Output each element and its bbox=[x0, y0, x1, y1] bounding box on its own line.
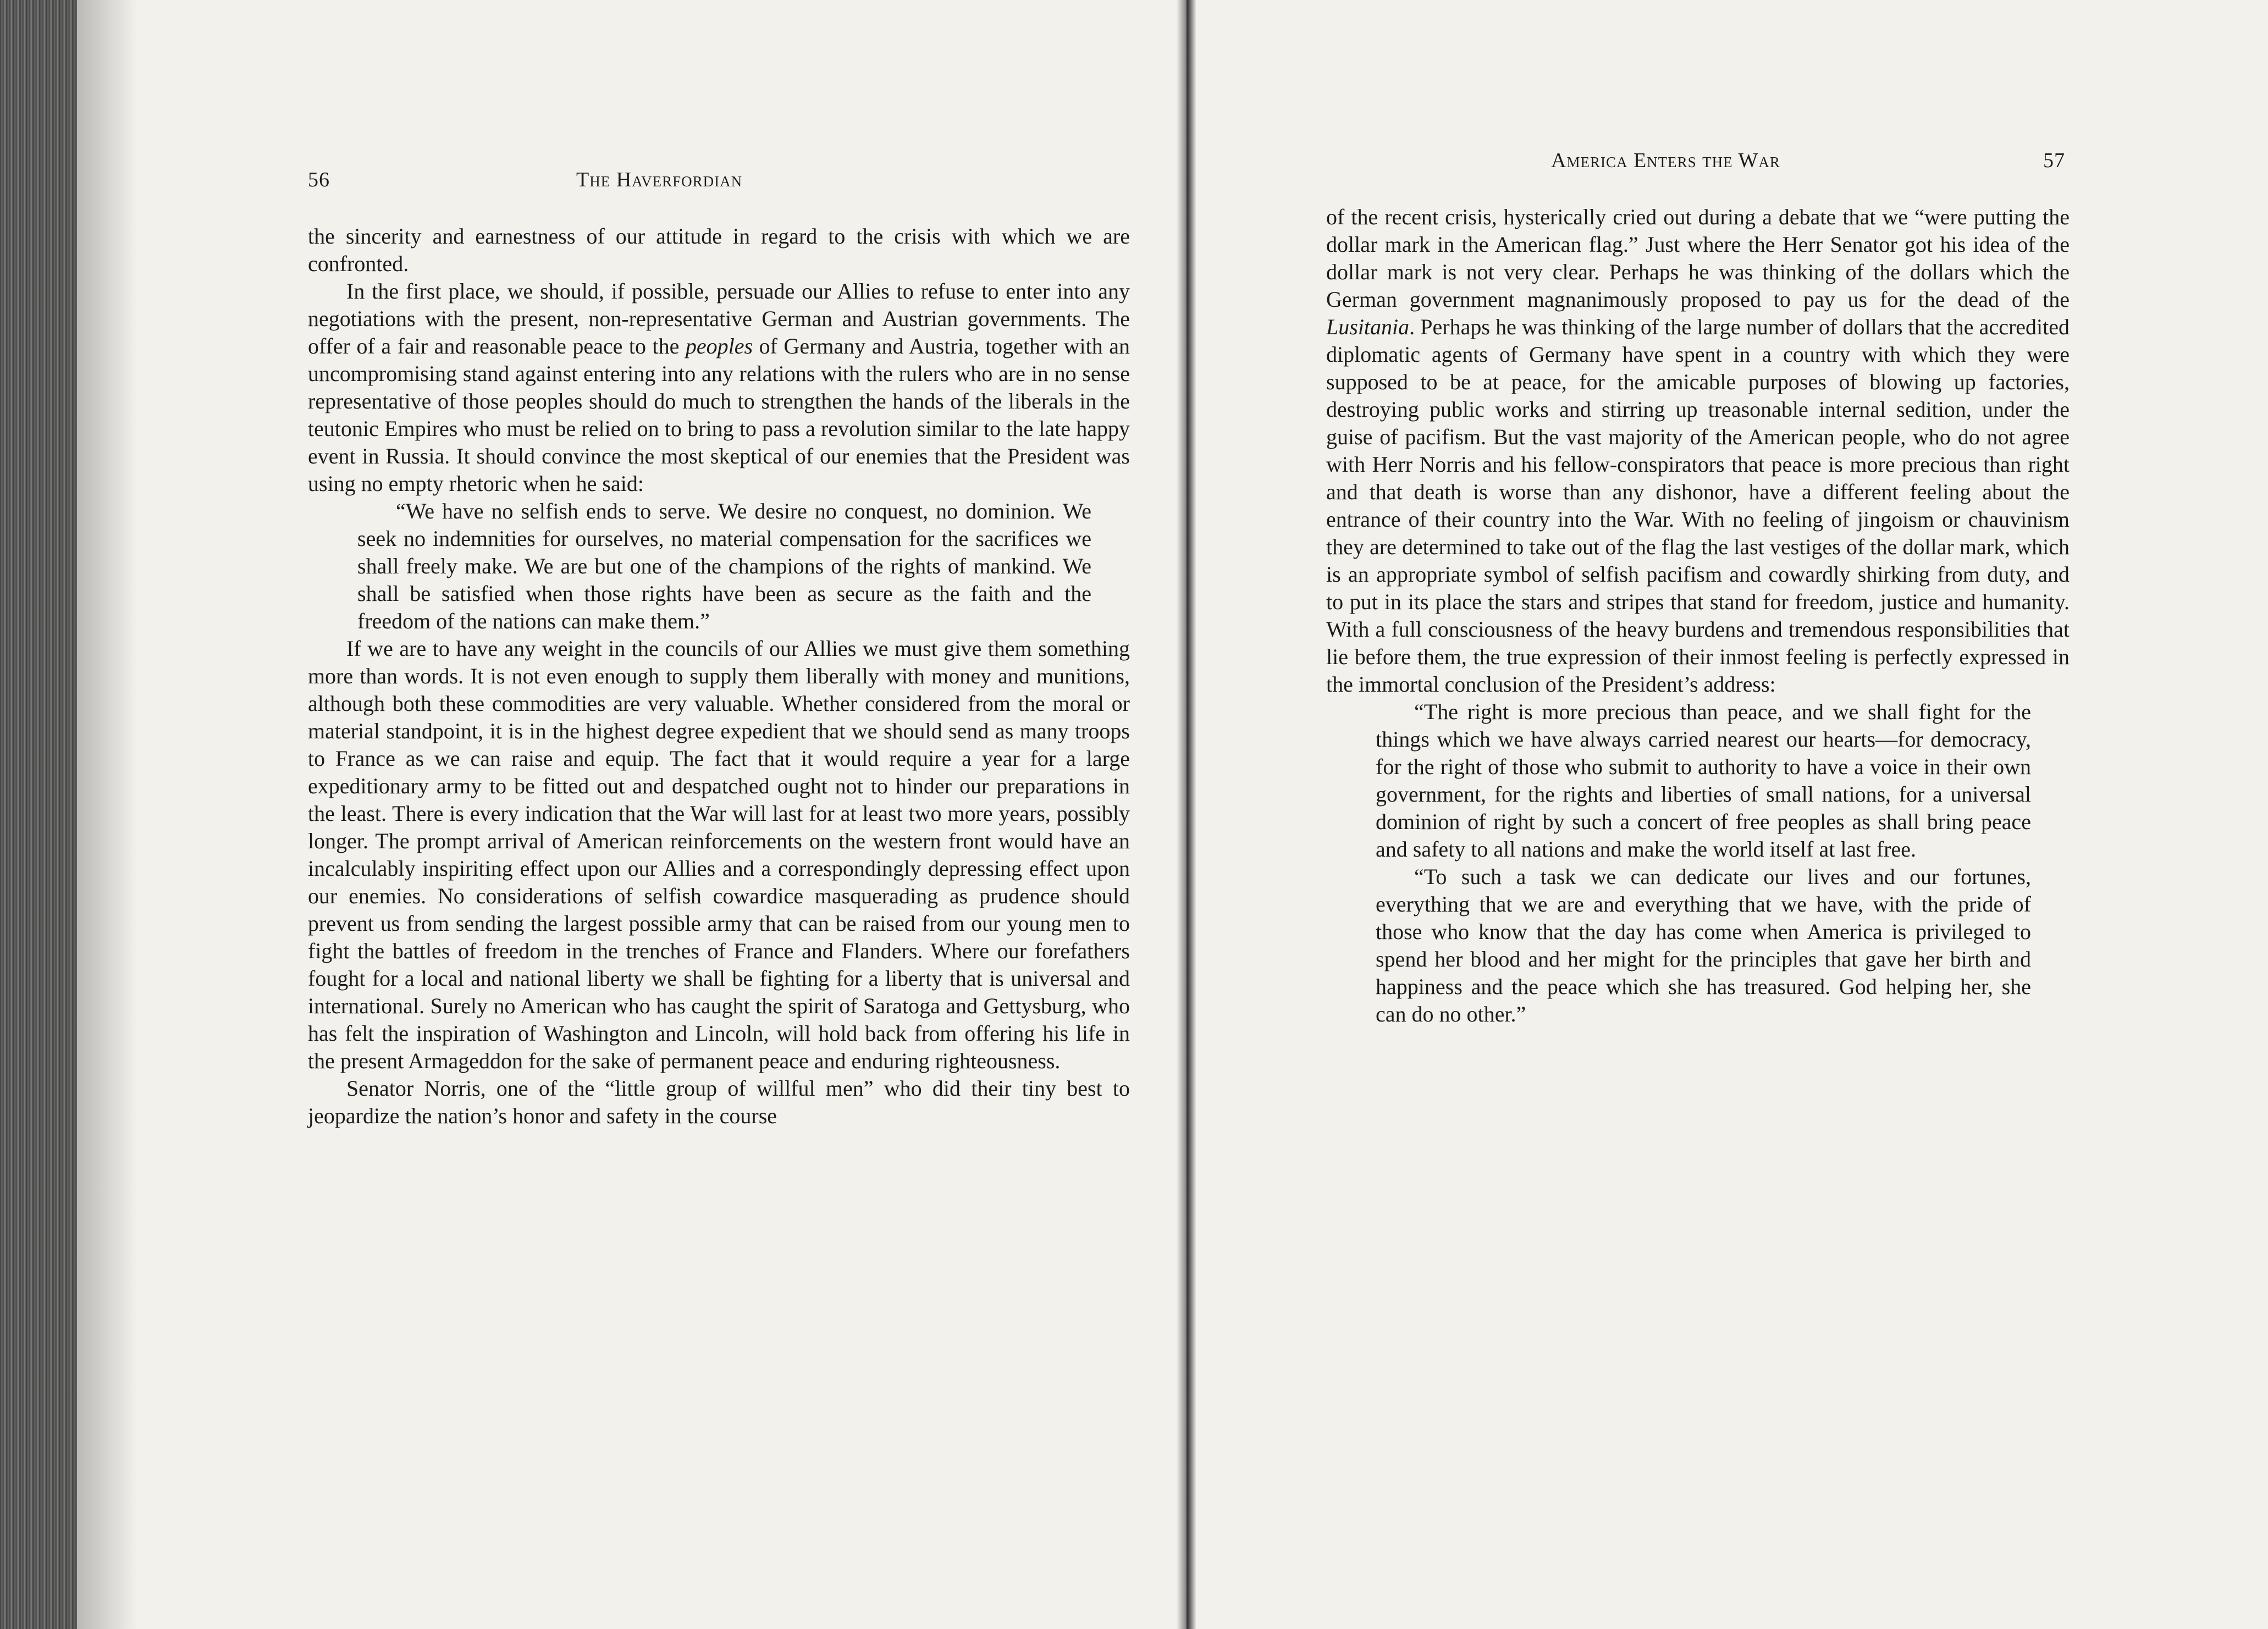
paragraph: If we are to have any weight in the councils of our Allies we must give them something more than words. It is not even enough to supply them liberally with money and munitions, although both these commodities are very valuable. Whether considered from the moral or material standpoint, it is in the highest degree expedient that we should send as many troops to France as we can raise and equip. The fact that it would require a year for a large expeditionary army to be fitted out and despatched ought not to hinder our preparations in the least. There is every indication that the War will last for at least two more years, possibly longer. The prompt arrival of American reinforcements on the western front would have an incalculably inspiriting effect upon our Allies and a correspondingly depressing effect upon our enemies. No considerations of selfish cowardice masquerading as prudence should prevent us from sending the largest possible army that can be raised from our young men to fight the battles of freedom in the trenches of France and Flanders. Where our forefathers fought for a local and national liberty we shall be fighting for a liberty that is universal and international. Surely no American who has caught the spirit of Saratoga and Gettysburg, who has felt the inspiration of Washington and Lincoln, will hold back from offering his life in the present Armageddon for the sake of permanent peace and enduring righteousness. bbox=[308, 636, 1130, 1073]
block-quote bbox=[357, 498, 1130, 635]
left-running-title: The Haverfordian bbox=[576, 168, 743, 191]
center-gutter bbox=[1177, 0, 1196, 1629]
paragraph-text: . Perhaps he was thinking of the large number of dollars that the accredited diplomatic agents of Germany have spent in a country with which they were supposed to be at peace, for the amicable purposes of blowing up factories, destroying public works and stirring up treasonable internal sedition, under the guise of pacifism. But the vast majority of the American people, who do not agree with Herr Norris and his fellow-conspirators that peace is more precious than right and that death is worse than any dishonor, have a different feeling about the entrance of their country into the War. With no feeling of jingoism or chauvinism they are determined to take out of the flag the last vestiges of the dollar mark, which is an appropriate symbol of selfish pacifism and cowardly shirking from duty, and to put in its place the stars and stripes that stand for freedom, justice and humanity. With a full consciousness of the heavy burdens and tremendous responsibilities that lie before them, the true expression of their inmost feeling is perfectly expressed in the immortal conclusion of the President’s address: bbox=[1326, 314, 2070, 697]
left-running-head bbox=[77, 0, 1177, 220]
book-spine-shadow bbox=[0, 0, 77, 1629]
left-page bbox=[77, 0, 1177, 1629]
block-quote bbox=[1376, 698, 2070, 1028]
italic-text: peoples bbox=[685, 334, 753, 358]
right-running-head bbox=[1196, 0, 2268, 220]
paragraph bbox=[308, 278, 1130, 498]
quote-paragraph: “The right is more precious than peace, and we shall fight for the things which we have always carried nearest our hearts—for democracy, for the right of those who submit to authority to have a voice in their own government, for the rights and liberties of small nations, for a universal dominion of right by such a concert of free peoples as shall bring peace and safety to all nations and make the world itself at last free. bbox=[1376, 699, 2031, 862]
right-body-text bbox=[1326, 203, 2070, 1028]
left-page-number: 56 bbox=[308, 168, 330, 191]
right-running-title: America Enters the War bbox=[1551, 149, 1780, 172]
quote-paragraph: “To such a task we can dedicate our lives and our fortunes, everything that we are and everything that we have, with the pride of those who know that the day has come when America is privileged to spend her blood and her might for the principles that gave her birth and happiness and the peace which she has treasured. God helping her, she can do no other.” bbox=[1376, 864, 2031, 1026]
paragraph-text: In the first place, we should, if possible, persuade our Allies to refuse to enter into any negotiations with the present, non-representative German and Austrian governments. The offer of a fair and reasonable peace to the bbox=[308, 279, 1130, 358]
paragraph bbox=[1326, 203, 2070, 698]
italic-text: Lusitania bbox=[1326, 314, 1410, 339]
paragraph-text: of Germany and Austria, together with an uncompromising stand against entering into any relations with the rulers who are in no sense representative of those peoples should do much to strengthen the hands of the liberals in the teutonic Empires who must be relied on to bring to pass a revolution similar to the late happy event in Russia. It should convince the most skeptical of our enemies that the President was using no empty rhetoric when he said: bbox=[308, 334, 1130, 496]
paragraph: Senator Norris, one of the “little group of willful men” who did their tiny best to jeopardize the nation’s honor and safety in the course bbox=[308, 1076, 1130, 1128]
paragraph: the sincerity and earnestness of our attitude in regard to the crisis with which we are confronted. bbox=[308, 224, 1130, 276]
paragraph-text: of the recent crisis, hysterically cried out during a debate that we “were putting the dollar mark in the American flag.” Just where the Herr Senator got his idea of the dollar mark is not very clear. Perhaps he was thinking of the dollars which the German government magnanimously proposed to pay us for the dead of the bbox=[1326, 205, 2070, 312]
right-page-number: 57 bbox=[2043, 149, 2065, 172]
left-body-text bbox=[308, 223, 1130, 1130]
right-page bbox=[1196, 0, 2268, 1629]
quote-paragraph: “We have no selfish ends to serve. We desire no conquest, no dominion. We seek no indemnities for ourselves, no material compensation for the sacrifices we shall freely make. We are but one of the champions of the rights of mankind. We shall be satisfied when those rights have been as secure as the faith and the freedom of the nations can make them.” bbox=[357, 499, 1091, 633]
